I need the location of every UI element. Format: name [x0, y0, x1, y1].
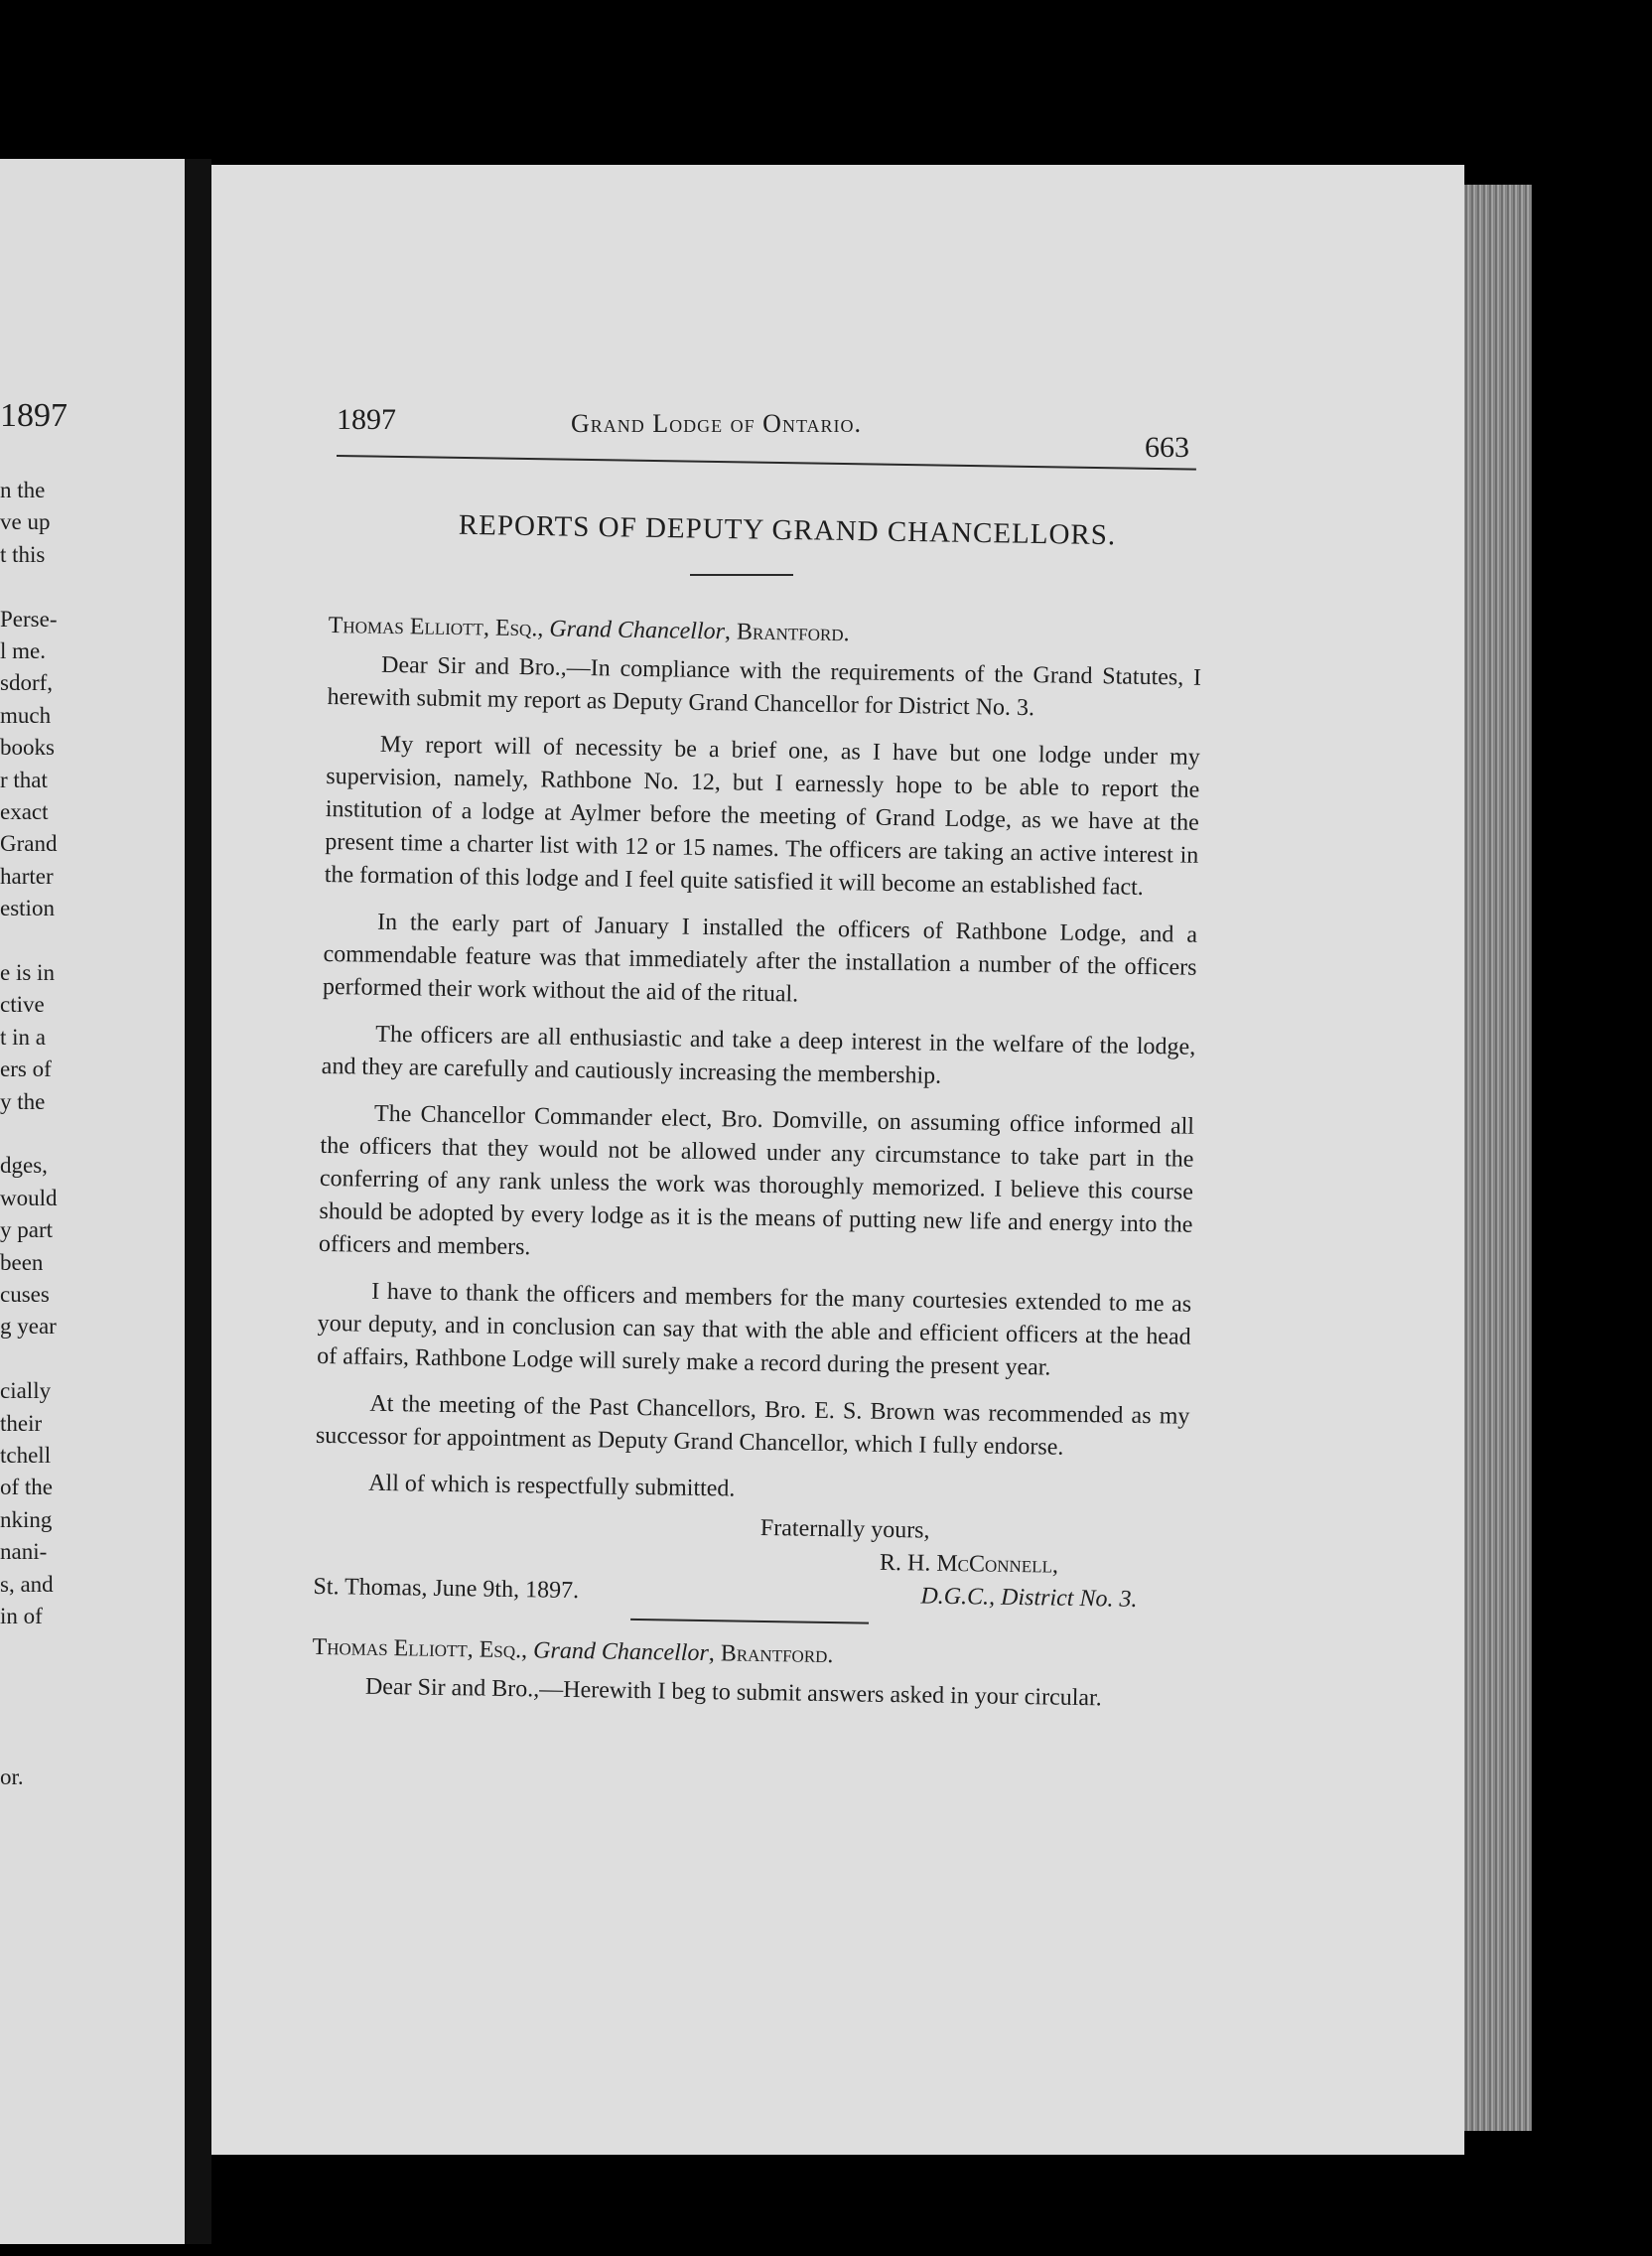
report-body	[311, 610, 1201, 1731]
left-page-line: harter	[0, 863, 54, 889]
left-page-line: dges,	[0, 1153, 48, 1179]
book-spine-gutter	[185, 159, 211, 2244]
left-page-line: estion	[0, 896, 55, 921]
letter2-addressee: Thomas Elliott, Esq., Grand Chancellor, Brantford.	[312, 1633, 834, 1669]
left-page-line: t this	[0, 541, 46, 567]
left-page-line: t in a	[0, 1024, 46, 1050]
letter1-place-date: St. Thomas, June 9th, 1897.	[313, 1573, 580, 1605]
left-page-line: l me.	[0, 638, 46, 663]
left-page-line: e is in	[0, 960, 55, 985]
left-page-line: ers of	[0, 1057, 52, 1082]
report-title: REPORTS OF DEPUTY GRAND CHANCELLORS.	[458, 508, 1117, 552]
letter1-paragraph: I have to thank the officers and members for the many courtesies extended to me as your deputy, and in conclusion can say that with the able and efficient officers at the head of affairs, Rathbone Lodge will surely make a record during the present year.	[316, 1278, 1192, 1381]
letter1-paragraph: Dear Sir and Bro.,—In compliance with the requirements of the Grand Statutes, I herewith submit my report as Deputy Grand Chancellor for District No. 3.	[327, 651, 1202, 722]
left-page-line: exact	[0, 799, 49, 824]
left-page-line: Grand	[0, 831, 58, 857]
page-edges	[1464, 185, 1532, 2131]
title-rule	[690, 574, 793, 576]
left-page-line: y the	[0, 1088, 46, 1114]
left-page-line: nking	[0, 1506, 53, 1532]
left-page-line: r that	[0, 767, 48, 792]
left-page-line: tchell	[0, 1443, 52, 1468]
left-page-line: y part	[0, 1217, 54, 1243]
left-page-line: sdorf,	[0, 670, 54, 696]
left-page-line: cuses	[0, 1282, 50, 1307]
left-page-line: much	[0, 702, 52, 728]
left-page-line: been	[0, 1249, 44, 1275]
left-page-line: their	[0, 1410, 43, 1436]
letter2-paragraph: Dear Sir and Bro.,—Herewith I beg to submit answers asked in your circular.	[364, 1673, 1102, 1712]
letter-separator-rule	[630, 1619, 869, 1624]
left-page-line: n the	[0, 478, 46, 502]
left-page-line: books	[0, 735, 55, 761]
left-page-line: or.	[0, 1764, 24, 1789]
running-head-rule	[337, 455, 1196, 471]
running-head-year: 1897	[337, 403, 396, 436]
letter1-signer: R. H. McConnell,	[879, 1549, 1059, 1579]
letter1-paragraph: The officers are all enthusiastic and take a deep interest in the welfare of the lodge, and they are carefully and cautiously increasing the membership.	[321, 1021, 1196, 1089]
book-page	[211, 165, 1464, 2155]
left-page-line: s, and	[0, 1571, 54, 1597]
left-page-line: ve up	[0, 509, 51, 535]
left-page-line: cially	[0, 1378, 52, 1404]
left-page-header: 1897	[0, 397, 68, 434]
letter1-paragraph: At the meeting of the Past Chancellors, Bro. E. S. Brown was recommended as my successor for appointment as Deputy Grand Chancellor, which I fully endorse.	[315, 1390, 1190, 1461]
letter1-signer-title: D.G.C., District No. 3.	[920, 1583, 1138, 1613]
left-facing-page	[0, 159, 185, 2244]
left-page-line: would	[0, 1185, 58, 1210]
letter1-addressee: Thomas Elliott, Esq., Grand Chancellor, Brantford.	[328, 612, 850, 647]
letter1-paragraph: All of which is respectfully submitted.	[367, 1470, 736, 1502]
letter1-paragraph: The Chancellor Commander elect, Bro. Domville, on assuming office informed all the officers that they would not be allowed under any circumstance to take part in the conferring of any rank unless the work was thoroughly memorized. I believe this course should be adopted by every lodge as it is the means of putting new life and energy into the officers and members.	[318, 1100, 1195, 1261]
left-page-line: Perse-	[0, 606, 58, 632]
letter1-paragraph: My report will of necessity be a brief one, as I have but one lodge under my supervision, namely, Rathbone No. 12, but I earnessly hope to be able to report the institution of a lodge at Aylmer before the meeting of Grand Lodge, as we have at the present time a charter list with 12 or 15 names. The officers are taking an active interest in the formation of this lodge and I feel quite satisfied it will become an established fact.	[324, 731, 1200, 901]
running-head-title: Grand Lodge of Ontario.	[571, 409, 862, 438]
left-page-line: in of	[0, 1604, 43, 1628]
letter1-closing: Fraternally yours,	[759, 1514, 930, 1544]
letter1-paragraph: In the early part of January I installed the officers of Rathbone Lodge, and a commendable feature was that immediately after the installation a number of the officers performed their work without the aid of the ritual.	[322, 909, 1198, 1008]
left-page-line: ctive	[0, 992, 45, 1018]
left-page-line: of the	[0, 1475, 54, 1500]
left-page-line: nani-	[0, 1539, 48, 1565]
left-page-line: g year	[0, 1314, 57, 1340]
page-number: 663	[1145, 431, 1189, 464]
